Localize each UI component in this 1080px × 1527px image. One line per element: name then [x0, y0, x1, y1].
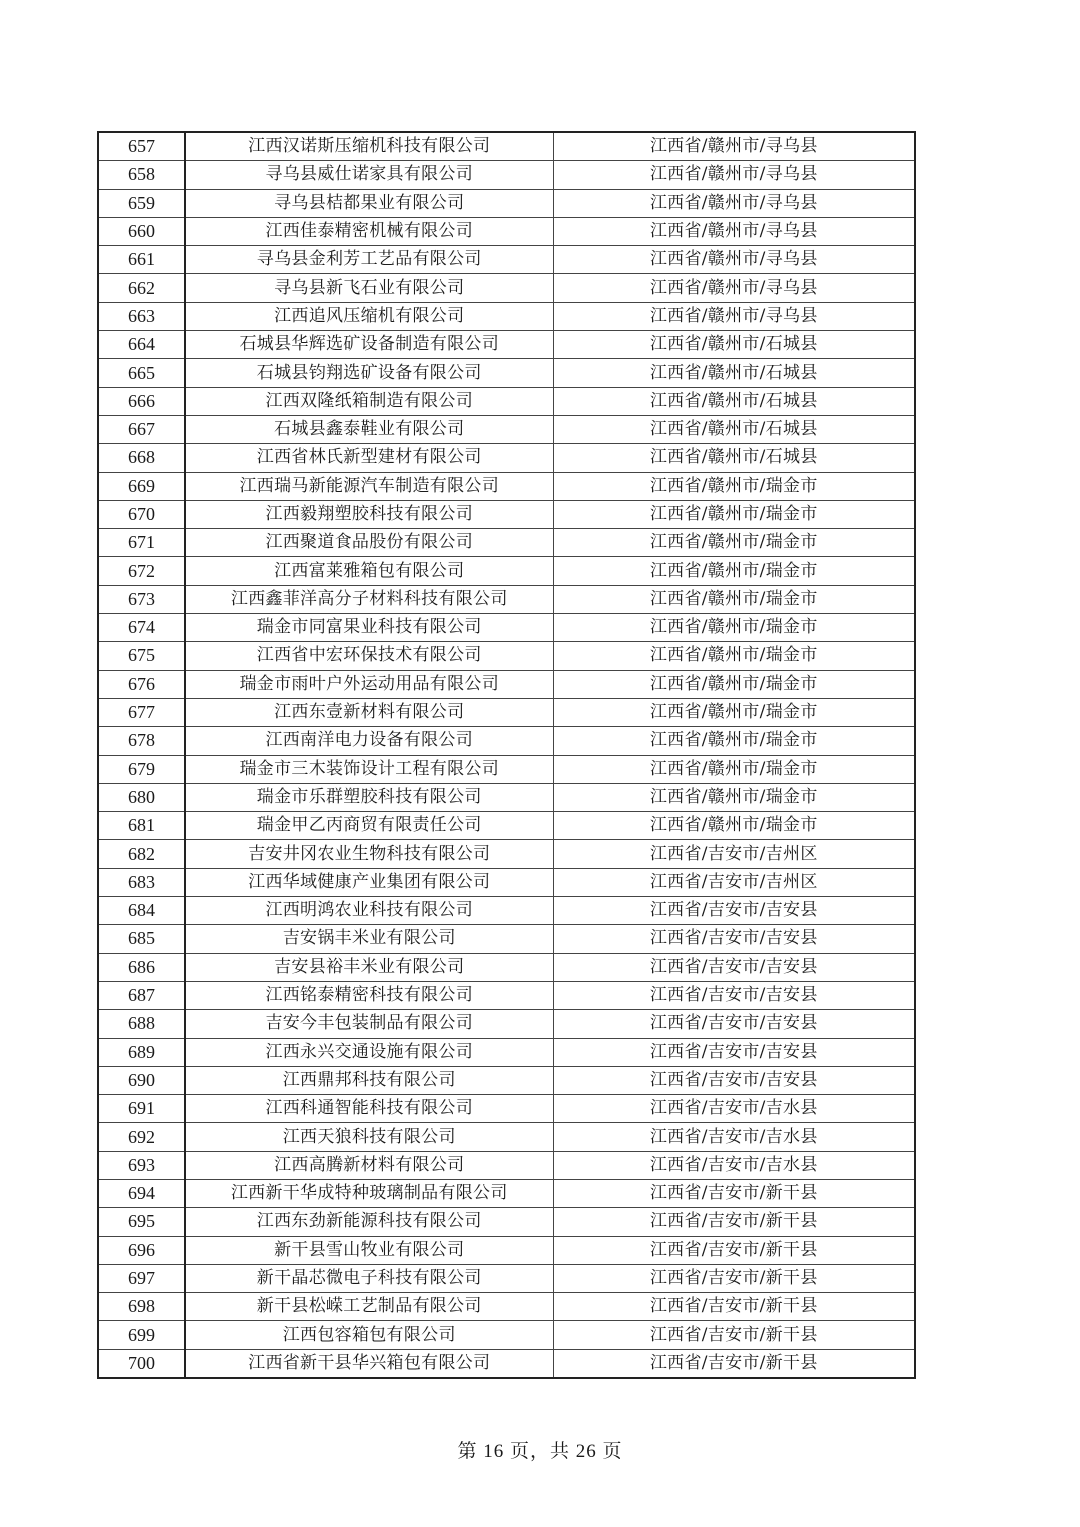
company-name-cell: 瑞金市乐群塑胶科技有限公司: [185, 783, 553, 811]
region-cell: 江西省/吉安市/吉安县: [553, 897, 915, 925]
row-number-cell: 662: [98, 274, 185, 302]
company-name-cell: 江西东劲新能源科技有限公司: [185, 1208, 553, 1236]
row-number-cell: 680: [98, 783, 185, 811]
company-name-cell: 寻乌县金利芳工艺品有限公司: [185, 246, 553, 274]
region-cell: 江西省/吉安市/吉安县: [553, 1066, 915, 1094]
table-row: [98, 246, 915, 274]
region-cell: 江西省/赣州市/瑞金市: [553, 529, 915, 557]
row-number-cell: 683: [98, 868, 185, 896]
row-number-cell: 682: [98, 840, 185, 868]
region-cell: 江西省/吉安市/新干县: [553, 1236, 915, 1264]
company-name-cell: 石城县鑫泰鞋业有限公司: [185, 415, 553, 443]
table-row: [98, 1123, 915, 1151]
row-number-cell: 666: [98, 387, 185, 415]
region-cell: 江西省/赣州市/瑞金市: [553, 783, 915, 811]
row-number-cell: 673: [98, 585, 185, 613]
region-cell: 江西省/吉安市/吉安县: [553, 1010, 915, 1038]
region-cell: 江西省/赣州市/石城县: [553, 444, 915, 472]
region-cell: 江西省/吉安市/吉水县: [553, 1151, 915, 1179]
region-cell: 江西省/赣州市/瑞金市: [553, 727, 915, 755]
table-row: [98, 302, 915, 330]
row-number-cell: 669: [98, 472, 185, 500]
row-number-cell: 691: [98, 1095, 185, 1123]
row-number-cell: 658: [98, 161, 185, 189]
row-number-cell: 676: [98, 670, 185, 698]
table-row: [98, 557, 915, 585]
region-cell: 江西省/吉安市/新干县: [553, 1179, 915, 1207]
row-number-cell: 690: [98, 1066, 185, 1094]
company-name-cell: 江西鼎邦科技有限公司: [185, 1066, 553, 1094]
table-row: [98, 444, 915, 472]
region-cell: 江西省/吉安市/吉安县: [553, 953, 915, 981]
row-number-cell: 681: [98, 812, 185, 840]
table-row: [98, 500, 915, 528]
row-number-cell: 667: [98, 415, 185, 443]
table-row: [98, 727, 915, 755]
region-cell: 江西省/吉安市/吉州区: [553, 840, 915, 868]
row-number-cell: 663: [98, 302, 185, 330]
row-number-cell: 688: [98, 1010, 185, 1038]
row-number-cell: 692: [98, 1123, 185, 1151]
region-cell: 江西省/赣州市/寻乌县: [553, 189, 915, 217]
company-name-cell: 新干县松嵘工艺制品有限公司: [185, 1293, 553, 1321]
table-row: [98, 1321, 915, 1349]
region-cell: 江西省/赣州市/寻乌县: [553, 217, 915, 245]
company-name-cell: 江西高腾新材料有限公司: [185, 1151, 553, 1179]
region-cell: 江西省/吉安市/新干县: [553, 1264, 915, 1292]
region-cell: 江西省/赣州市/瑞金市: [553, 698, 915, 726]
company-name-cell: 江西东壹新材料有限公司: [185, 698, 553, 726]
region-cell: 江西省/赣州市/石城县: [553, 331, 915, 359]
row-number-cell: 695: [98, 1208, 185, 1236]
row-number-cell: 679: [98, 755, 185, 783]
company-name-cell: 吉安县裕丰米业有限公司: [185, 953, 553, 981]
row-number-cell: 699: [98, 1321, 185, 1349]
row-number-cell: 696: [98, 1236, 185, 1264]
company-name-cell: 石城县华辉选矿设备制造有限公司: [185, 331, 553, 359]
company-name-cell: 江西包容箱包有限公司: [185, 1321, 553, 1349]
row-number-cell: 686: [98, 953, 185, 981]
company-name-cell: 石城县钧翔选矿设备有限公司: [185, 359, 553, 387]
company-name-cell: 江西省林氏新型建材有限公司: [185, 444, 553, 472]
row-number-cell: 694: [98, 1179, 185, 1207]
region-cell: 江西省/赣州市/寻乌县: [553, 132, 915, 161]
table-row: [98, 359, 915, 387]
company-name-cell: 江西省新干县华兴箱包有限公司: [185, 1349, 553, 1378]
table-row: [98, 189, 915, 217]
region-cell: 江西省/赣州市/瑞金市: [553, 614, 915, 642]
company-name-cell: 寻乌县威仕诺家具有限公司: [185, 161, 553, 189]
company-name-cell: 江西鑫菲洋高分子材料科技有限公司: [185, 585, 553, 613]
region-cell: 江西省/吉安市/新干县: [553, 1349, 915, 1378]
company-name-cell: 瑞金甲乙丙商贸有限责任公司: [185, 812, 553, 840]
table-row: [98, 1066, 915, 1094]
row-number-cell: 664: [98, 331, 185, 359]
table-row: [98, 1010, 915, 1038]
company-name-cell: 江西毅翔塑胶科技有限公司: [185, 500, 553, 528]
table-row: [98, 217, 915, 245]
company-name-cell: 江西富莱雅箱包有限公司: [185, 557, 553, 585]
row-number-cell: 698: [98, 1293, 185, 1321]
table-row: [98, 132, 915, 161]
region-cell: 江西省/赣州市/瑞金市: [553, 472, 915, 500]
row-number-cell: 687: [98, 981, 185, 1009]
region-cell: 江西省/赣州市/瑞金市: [553, 642, 915, 670]
company-name-cell: 寻乌县新飞石业有限公司: [185, 274, 553, 302]
table-row: [98, 529, 915, 557]
region-cell: 江西省/吉安市/吉水县: [553, 1095, 915, 1123]
region-cell: 江西省/赣州市/寻乌县: [553, 161, 915, 189]
row-number-cell: 659: [98, 189, 185, 217]
region-cell: 江西省/赣州市/石城县: [553, 387, 915, 415]
region-cell: 江西省/吉安市/新干县: [553, 1293, 915, 1321]
company-name-cell: 江西省中宏环保技术有限公司: [185, 642, 553, 670]
table-row: [98, 897, 915, 925]
company-name-cell: 吉安今丰包装制品有限公司: [185, 1010, 553, 1038]
company-name-cell: 寻乌县桔都果业有限公司: [185, 189, 553, 217]
company-name-cell: 江西科通智能科技有限公司: [185, 1095, 553, 1123]
region-cell: 江西省/赣州市/瑞金市: [553, 812, 915, 840]
table-row: [98, 1349, 915, 1378]
company-name-cell: 江西华域健康产业集团有限公司: [185, 868, 553, 896]
table-row: [98, 1208, 915, 1236]
table-row: [98, 1179, 915, 1207]
table-row: [98, 585, 915, 613]
region-cell: 江西省/赣州市/寻乌县: [553, 274, 915, 302]
region-cell: 江西省/赣州市/寻乌县: [553, 302, 915, 330]
company-name-cell: 江西聚道食品股份有限公司: [185, 529, 553, 557]
table-row: [98, 331, 915, 359]
company-name-cell: 江西铭泰精密科技有限公司: [185, 981, 553, 1009]
table-row: [98, 161, 915, 189]
company-list-body: [98, 132, 915, 1378]
company-name-cell: 新干晶芯微电子科技有限公司: [185, 1264, 553, 1292]
table-row: [98, 953, 915, 981]
table-row: [98, 415, 915, 443]
region-cell: 江西省/吉安市/吉水县: [553, 1123, 915, 1151]
table-row: [98, 812, 915, 840]
region-cell: 江西省/赣州市/寻乌县: [553, 246, 915, 274]
row-number-cell: 665: [98, 359, 185, 387]
row-number-cell: 670: [98, 500, 185, 528]
company-name-cell: 江西南洋电力设备有限公司: [185, 727, 553, 755]
table-row: [98, 698, 915, 726]
table-row: [98, 642, 915, 670]
table-row: [98, 387, 915, 415]
company-name-cell: 江西新干华成特种玻璃制品有限公司: [185, 1179, 553, 1207]
company-list-table: [97, 131, 916, 1379]
row-number-cell: 700: [98, 1349, 185, 1378]
table-row: [98, 868, 915, 896]
region-cell: 江西省/吉安市/吉安县: [553, 925, 915, 953]
company-name-cell: 江西佳泰精密机械有限公司: [185, 217, 553, 245]
table-row: [98, 1236, 915, 1264]
row-number-cell: 675: [98, 642, 185, 670]
row-number-cell: 693: [98, 1151, 185, 1179]
table-row: [98, 670, 915, 698]
company-name-cell: 江西明鸿农业科技有限公司: [185, 897, 553, 925]
table-row: [98, 274, 915, 302]
company-name-cell: 瑞金市同富果业科技有限公司: [185, 614, 553, 642]
region-cell: 江西省/赣州市/石城县: [553, 415, 915, 443]
row-number-cell: 697: [98, 1264, 185, 1292]
row-number-cell: 678: [98, 727, 185, 755]
company-name-cell: 江西汉诺斯压缩机科技有限公司: [185, 132, 553, 161]
company-name-cell: 江西天狼科技有限公司: [185, 1123, 553, 1151]
table-row: [98, 981, 915, 1009]
row-number-cell: 672: [98, 557, 185, 585]
region-cell: 江西省/吉安市/吉安县: [553, 1038, 915, 1066]
table-row: [98, 925, 915, 953]
region-cell: 江西省/吉安市/吉州区: [553, 868, 915, 896]
region-cell: 江西省/赣州市/瑞金市: [553, 557, 915, 585]
table-row: [98, 840, 915, 868]
row-number-cell: 657: [98, 132, 185, 161]
company-name-cell: 瑞金市雨叶户外运动用品有限公司: [185, 670, 553, 698]
company-name-cell: 江西双隆纸箱制造有限公司: [185, 387, 553, 415]
region-cell: 江西省/吉安市/吉安县: [553, 981, 915, 1009]
page-footer: 第 16 页，共 26 页: [457, 1441, 623, 1462]
table-row: [98, 1038, 915, 1066]
row-number-cell: 689: [98, 1038, 185, 1066]
region-cell: 江西省/赣州市/瑞金市: [553, 755, 915, 783]
table-row: [98, 1151, 915, 1179]
table-row: [98, 1264, 915, 1292]
region-cell: 江西省/吉安市/新干县: [553, 1208, 915, 1236]
region-cell: 江西省/赣州市/瑞金市: [553, 500, 915, 528]
company-name-cell: 江西瑞马新能源汽车制造有限公司: [185, 472, 553, 500]
region-cell: 江西省/赣州市/瑞金市: [553, 585, 915, 613]
row-number-cell: 677: [98, 698, 185, 726]
company-name-cell: 江西永兴交通设施有限公司: [185, 1038, 553, 1066]
table-row: [98, 1095, 915, 1123]
row-number-cell: 671: [98, 529, 185, 557]
company-name-cell: 新干县雪山牧业有限公司: [185, 1236, 553, 1264]
row-number-cell: 661: [98, 246, 185, 274]
company-name-cell: 江西追风压缩机有限公司: [185, 302, 553, 330]
company-name-cell: 吉安锅丰米业有限公司: [185, 925, 553, 953]
table-row: [98, 472, 915, 500]
table-row: [98, 755, 915, 783]
row-number-cell: 668: [98, 444, 185, 472]
region-cell: 江西省/赣州市/石城县: [553, 359, 915, 387]
row-number-cell: 660: [98, 217, 185, 245]
company-name-cell: 瑞金市三木装饰设计工程有限公司: [185, 755, 553, 783]
company-name-cell: 吉安井冈农业生物科技有限公司: [185, 840, 553, 868]
region-cell: 江西省/吉安市/新干县: [553, 1321, 915, 1349]
row-number-cell: 684: [98, 897, 185, 925]
table-row: [98, 614, 915, 642]
table-row: [98, 783, 915, 811]
region-cell: 江西省/赣州市/瑞金市: [553, 670, 915, 698]
row-number-cell: 685: [98, 925, 185, 953]
table-row: [98, 1293, 915, 1321]
row-number-cell: 674: [98, 614, 185, 642]
